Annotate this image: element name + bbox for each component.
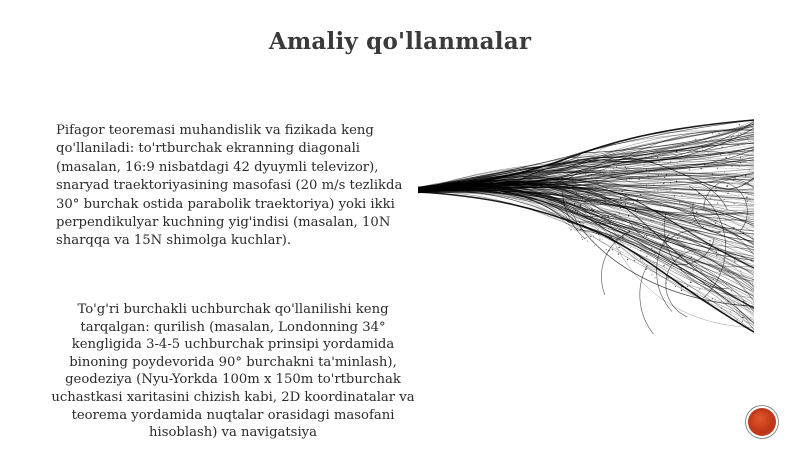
next-slide-button[interactable] bbox=[748, 408, 776, 436]
slide-title: Amaliy qo'llanmalar bbox=[268, 28, 532, 55]
bifurcation-diagram-image bbox=[418, 118, 754, 334]
next-slide-circle-icon bbox=[751, 411, 773, 433]
paragraph-right-triangle-uses: To'g'ri burchakli uchburchak qo'llanilishi keng tarqalgan: qurilish (masalan, Londonning 34° kengligida 3-4-5 uchburchak prinsipi yordamida binoning poydevorida 90° burchakni ta'minlash), geodeziya (Nyu-Yorkda 100m x 150m to'rtburchak uchastkasi xaritasini chizish kabi, 2D koordinatalar va teorema yordamida nuqtalar orasidagi masofani hisoblash) va navigatsiya bbox=[51, 302, 415, 441]
paragraph-applications: Pifagor teoremasi muhandislik va fizikada keng qo'llaniladi: to'rtburchak ekranning diagonali (masalan, 16:9 nisbatdagi 42 dyuymli televizor), snaryad traektoriyasining masofasi (20 m/s tezlikda 30° burchak ostida parabolik traektoriya) yoki ikki perpendikulyar kuchning yig'indisi (masalan, 10N sharqqa va 15N shimolga kuchlar). bbox=[56, 123, 403, 249]
